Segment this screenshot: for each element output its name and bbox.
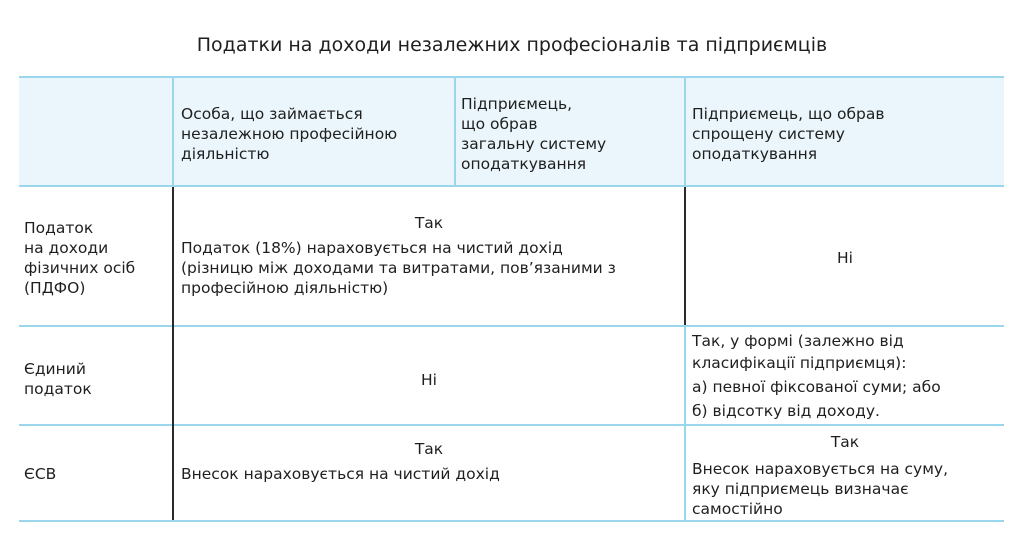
row-label-line: Податок	[24, 219, 94, 237]
pdfo-merged-title: Так	[414, 214, 444, 232]
header-line: Особа, що займається	[181, 105, 363, 123]
single-tax-merged-value: Ні	[421, 371, 437, 389]
cell-line: яку підприємець визначає	[692, 480, 909, 498]
esv-merged-text: Внесок нараховується на чистий дохід	[181, 465, 500, 483]
cell-line: (різницю між доходами та витратами, пов’язаними з	[181, 259, 616, 277]
cell-line: Внесок нараховується на суму,	[692, 460, 949, 478]
esv-simplified-title: Так	[830, 433, 860, 451]
cell-line: професійною діяльністю)	[181, 279, 389, 297]
header-sep-3	[684, 77, 686, 186]
pdfo-merged-text	[181, 238, 616, 298]
header-line: спрощену систему	[692, 125, 845, 143]
single-tax-simplified-text	[692, 331, 941, 421]
cell-line: класифікації підприємця):	[692, 354, 907, 372]
header-line: Підприємець,	[461, 95, 573, 113]
row-label-line: податок	[24, 380, 92, 398]
header-line: загальну систему	[461, 135, 607, 153]
pdfo-simplified-value: Ні	[837, 249, 853, 267]
row-label-line: фізичних осіб	[24, 259, 136, 277]
header-sep-1	[172, 77, 174, 186]
body-sep-rows23	[684, 327, 686, 520]
row-label-line: на доходи	[24, 239, 109, 257]
header-line: незалежною професійною	[181, 125, 398, 143]
cell-line: а) певної фіксованої суми; або	[692, 378, 941, 396]
rule-row2-bottom	[19, 424, 1004, 426]
rule-header-bottom	[19, 185, 1004, 187]
esv-merged-title: Так	[414, 440, 444, 458]
rule-top	[19, 76, 1004, 78]
table-title: Податки на доходи незалежних професіоналів та підприємців	[196, 34, 828, 56]
header-cell-professional	[181, 104, 397, 164]
header-line: що обрав	[461, 115, 538, 133]
header-line: діяльністю	[181, 145, 270, 163]
row-label-line: (ПДФО)	[24, 279, 86, 297]
cell-line: б) відсотку від доходу.	[692, 402, 880, 420]
rule-row1-bottom	[19, 325, 1004, 327]
cell-line: Так, у формі (залежно від	[692, 332, 904, 350]
row-label-line: Єдиний	[24, 360, 86, 378]
header-cell-general-system	[461, 94, 606, 174]
body-sep-1	[172, 187, 174, 520]
row-label-pdfo	[24, 218, 135, 298]
header-sep-2	[454, 77, 456, 186]
cell-line: Податок (18%) нараховується на чистий дохід	[181, 239, 563, 257]
rule-bottom	[19, 520, 1004, 522]
cell-line: самостійно	[692, 500, 783, 518]
row-label-single-tax	[24, 359, 92, 399]
row-label-esv: ЄСВ	[24, 465, 57, 483]
header-line: оподаткування	[692, 145, 818, 163]
header-line: оподаткування	[461, 155, 587, 173]
header-line: Підприємець, що обрав	[692, 105, 885, 123]
header-cell-simplified-system	[692, 104, 885, 164]
esv-simplified-text	[692, 459, 948, 519]
